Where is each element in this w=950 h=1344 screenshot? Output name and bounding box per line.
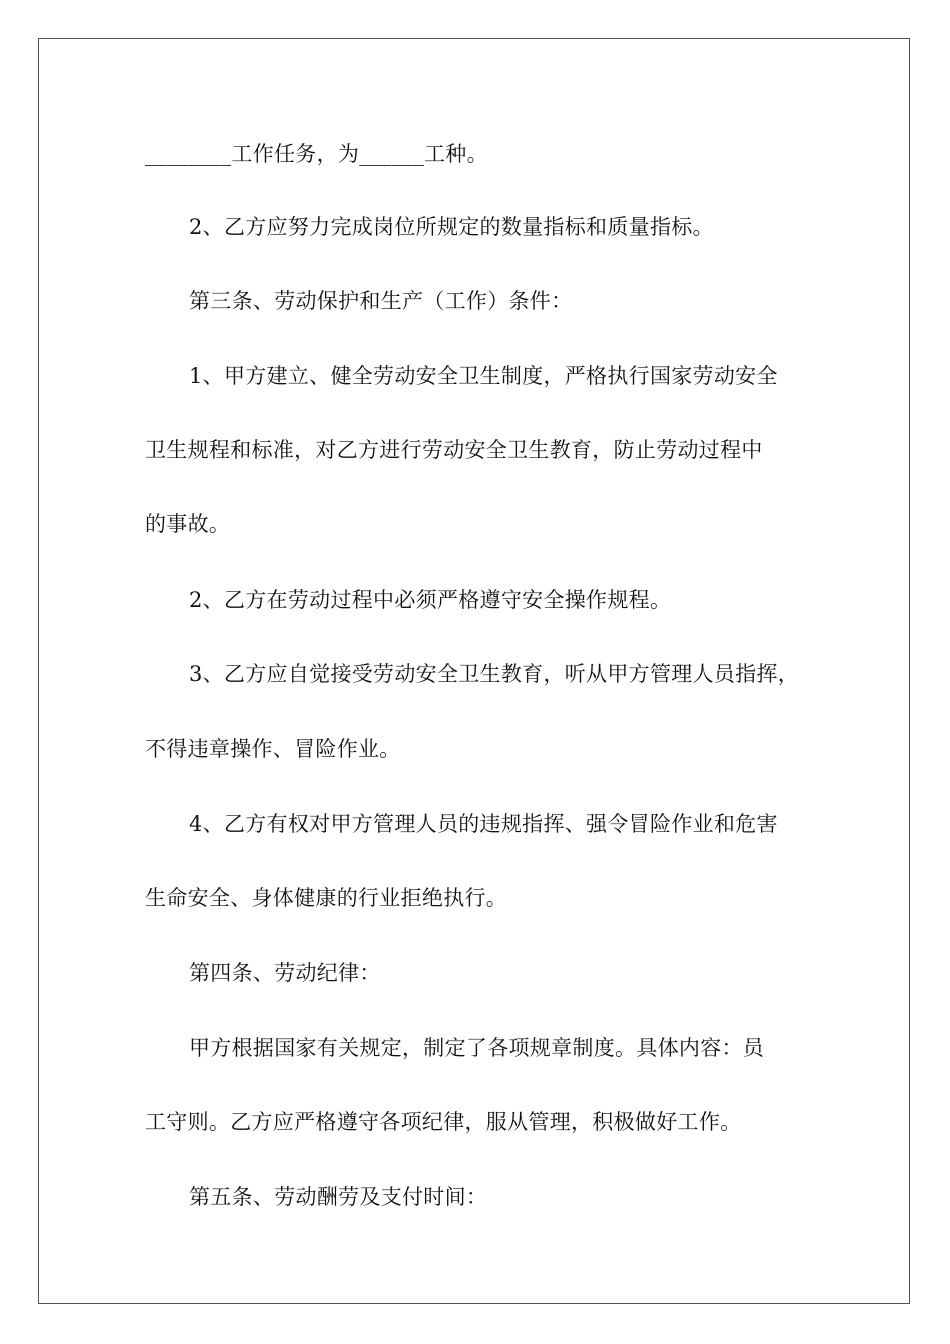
section-heading-3: 第三条、劳动保护和生产（工作）条件： bbox=[189, 289, 573, 313]
text-line-14: 工守则。乙方应严格遵守各项纪律，服从管理，积极做好工作。 bbox=[145, 1110, 742, 1134]
text-line-7: 2、乙方在劳动过程中必须严格遵守安全操作规程。 bbox=[189, 588, 672, 612]
text-line-11: 生命安全、身体健康的行业拒绝执行。 bbox=[145, 886, 508, 910]
text-line-4: 1、甲方建立、健全劳动安全卫生制度，严格执行国家劳动安全 bbox=[189, 364, 778, 388]
text-line-6: 的事故。 bbox=[145, 512, 231, 536]
text-line-13: 甲方根据国家有关规定，制定了各项规章制度。具体内容：员 bbox=[189, 1036, 765, 1060]
text-line-8: 3、乙方应自觉接受劳动安全卫生教育，听从甲方管理人员指挥， bbox=[189, 662, 800, 686]
text-line-5: 卫生规程和标准，对乙方进行劳动安全卫生教育，防止劳动过程中 bbox=[145, 438, 763, 462]
text-line-10: 4、乙方有权对甲方管理人员的违规指挥、强令冒险作业和危害 bbox=[189, 812, 778, 836]
section-heading-4: 第四条、劳动纪律： bbox=[189, 961, 381, 985]
text-line-2: 2、乙方应努力完成岗位所规定的数量指标和质量指标。 bbox=[189, 215, 714, 239]
text-line-9: 不得违章操作、冒险作业。 bbox=[145, 737, 401, 761]
section-heading-5: 第五条、劳动酬劳及支付时间： bbox=[189, 1185, 488, 1209]
text-line-1: ________工作任务，为______工种。 bbox=[145, 142, 488, 166]
